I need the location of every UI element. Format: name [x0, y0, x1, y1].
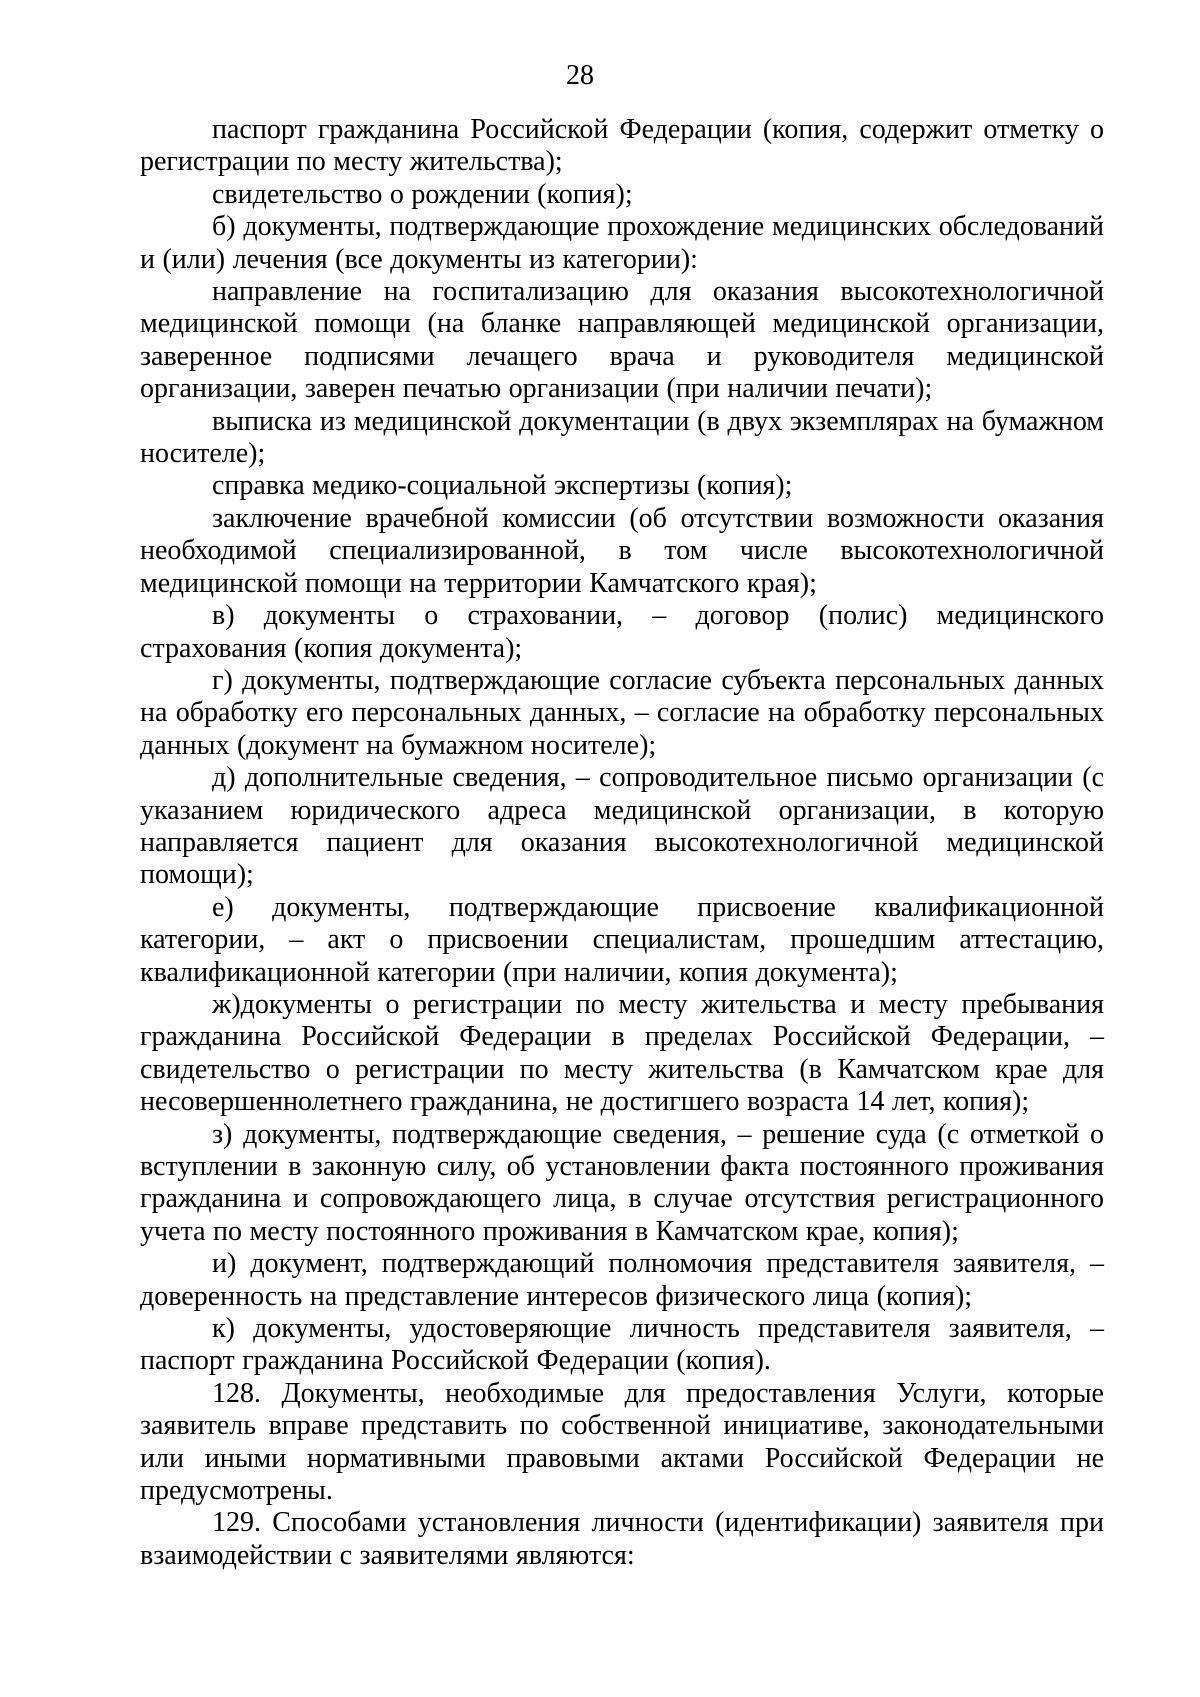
paragraph: 128. Документы, необходимые для предоставления Услуги, которые заявитель вправе представить по собственной инициативе, законодательными или иными нормативными правовыми актами Российской Федерации не предусмотрены. — [140, 1377, 1104, 1507]
paragraph: е) документы, подтверждающие присвоение квалификационной категории, – акт о присвоении специалистам, прошедшим аттестацию, квалификационной категории (при наличии, копия документа); — [140, 891, 1104, 988]
paragraph: з) документы, подтверждающие сведения, – решение суда (с отметкой о вступлении в законную силу, об установлении факта постоянного проживания гражданина и сопровождающего лица, в случае отсутствия регистрационного учета по месту постоянного проживания в Камчатском крае, копия); — [140, 1118, 1104, 1247]
paragraph: д) дополнительные сведения, – сопроводительное письмо организации (с указанием юридического адреса медицинской организации, в которую направляется пациент для оказания высокотехнологичной медицинской помощи); — [140, 762, 1104, 891]
paragraph: к) документы, удостоверяющие личность представителя заявителя, – паспорт гражданина Российской Федерации (копия). — [140, 1313, 1104, 1377]
paragraph: б) документы, подтверждающие прохождение медицинских обследований и (или) лечения (все документы из категории): — [140, 211, 1104, 275]
paragraph: свидетельство о рождении (копия); — [212, 178, 633, 210]
paragraph: г) документы, подтверждающие согласие субъекта персональных данных на обработку его персональных данных, – согласие на обработку персональных данных (документ на бумажном носителе); — [140, 664, 1104, 761]
paragraph: паспорт гражданина Российской Федерации (копия, содержит отметку о регистрации по месту жительства); — [140, 114, 1104, 178]
paragraph: и) документ, подтверждающий полномочия представителя заявителя, – доверенность на представление интересов физического лица (копия); — [140, 1248, 1104, 1312]
paragraph: направление на госпитализацию для оказания высокотехнологичной медицинской помощи (на бланке направляющей медицинской организации, заверенное подписями лечащего врача и руководителя медицинской организации, заверен печатью организации (при наличии печати); — [140, 276, 1104, 405]
paragraph: в) документы о страховании, – договор (полис) медицинского страхования (копия документа); — [140, 600, 1104, 664]
paragraph: ж)документы о регистрации по месту жительства и месту пребывания гражданина Российской Федерации в пределах Российской Федерации, – свидетельство о регистрации по месту жительства (в Камчатском крае для несовершеннолетнего гражданина, не достигшего возраста 14 лет, копия); — [140, 988, 1104, 1118]
page-number: 28 — [566, 60, 594, 91]
document-body — [140, 114, 1104, 1572]
paragraph: 129. Способами установления личности (идентификации) заявителя при взаимодействии с заявителями являются: — [140, 1507, 1104, 1571]
paragraph: заключение врачебной комиссии (об отсутствии возможности оказания необходимой специализированной, в том числе высокотехнологичной медицинской помощи на территории Камчатского края); — [140, 502, 1104, 599]
paragraph: выписка из медицинской документации (в двух экземплярах на бумажном носителе); — [140, 405, 1104, 470]
paragraph: справка медико-социальной экспертизы (копия); — [212, 470, 793, 502]
